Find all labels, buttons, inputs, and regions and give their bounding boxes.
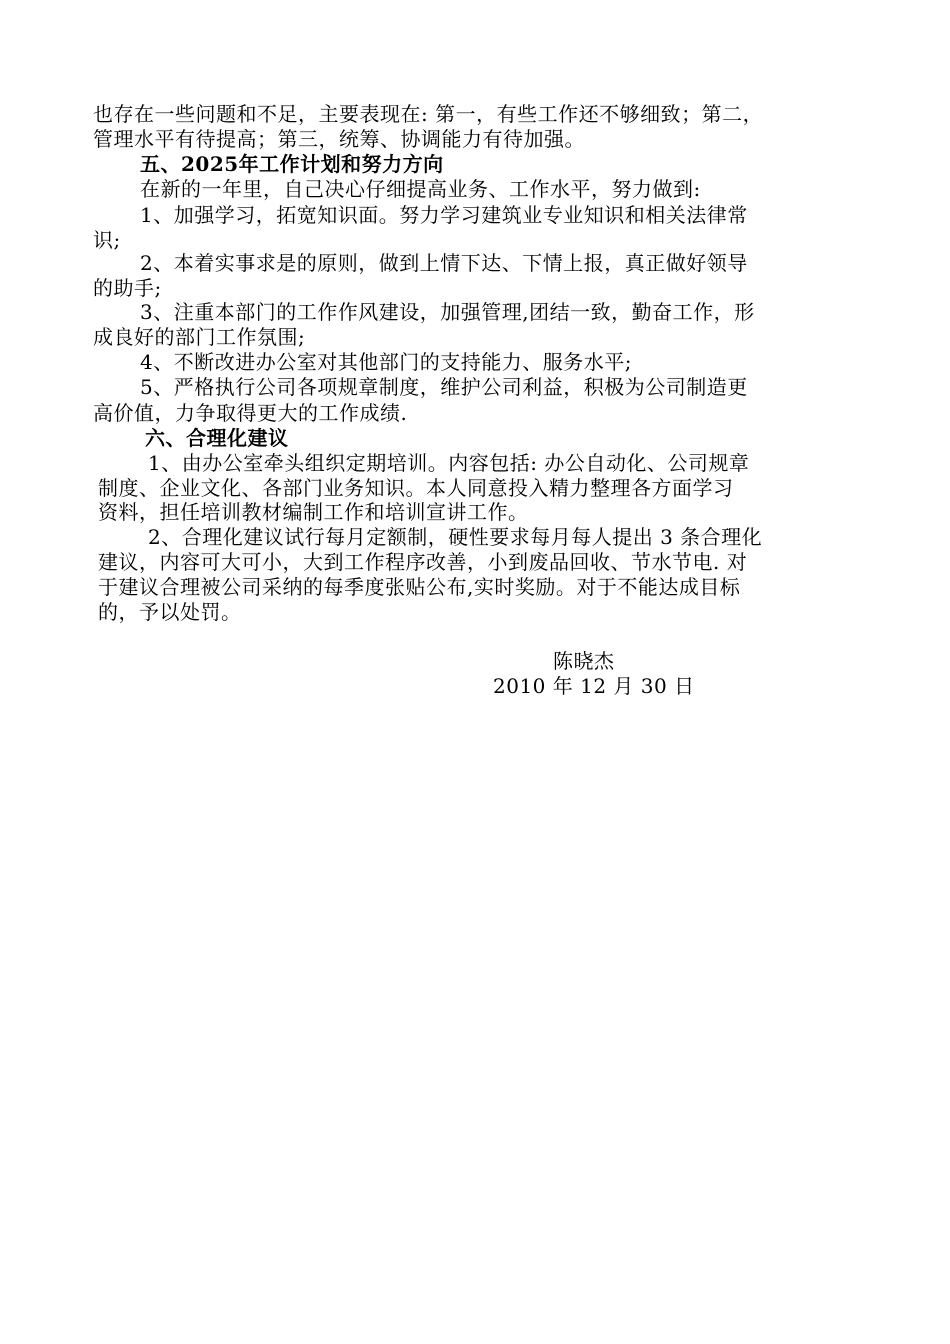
signature-date: 2010 年 12 月 30 日 xyxy=(493,674,695,698)
paragraph-line: 也存在一些问题和不足，主要表现在: 第一，有些工作还不够细致；第二， xyxy=(93,102,764,126)
paragraph-line: 建议，内容可大可小，大到工作程序改善，小到废品回收、节水节电. 对 xyxy=(98,550,748,574)
list-item: 2、本着实事求是的原则，做到上情下达、下情上报，真正做好领导 xyxy=(140,251,748,275)
paragraph-line: 识; xyxy=(93,228,121,252)
paragraph-line: 高价值，力争取得更大的工作成绩. xyxy=(93,401,408,425)
section-heading-six: 六、合理化建议 xyxy=(145,426,289,450)
section-heading-five: 五、2025年工作计划和努力方向 xyxy=(140,152,444,176)
list-item: 4、不断改进办公室对其他部门的支持能力、服务水平; xyxy=(140,350,632,374)
list-item: 2、合理化建议试行每月定额制，硬性要求每月每人提出 3 条合理化 xyxy=(148,525,763,549)
paragraph-line: 的助手; xyxy=(93,276,162,300)
paragraph-line: 制度、企业文化、各部门业务知识。本人同意投入精力整理各方面学习 xyxy=(98,476,734,500)
list-item: 5、严格执行公司各项规章制度，维护公司利益，积极为公司制造更 xyxy=(140,375,748,399)
list-item: 3、注重本部门的工作作风建设，加强管理,团结一致，勤奋工作，形 xyxy=(140,300,755,324)
paragraph-line: 在新的一年里，自己决心仔细提高业务、工作水平，努力做到: xyxy=(140,177,701,201)
paragraph-line: 管理水平有待提高；第三，统筹、协调能力有待加强。 xyxy=(93,127,585,151)
list-item: 1、由办公室牵头组织定期培训。内容包括: 办公自动化、公司规章 xyxy=(148,451,750,475)
paragraph-line: 的，予以处罚。 xyxy=(98,600,242,624)
signature-name: 陈晓杰 xyxy=(553,649,615,673)
paragraph-line: 于建议合理被公司采纳的每季度张贴公布,实时奖励。对于不能达成目标 xyxy=(98,575,741,599)
list-item: 1、加强学习，拓宽知识面。努力学习建筑业专业知识和相关法律常 xyxy=(140,203,748,227)
paragraph-line: 资料，担任培训教材编制工作和培训宣讲工作。 xyxy=(98,500,529,524)
paragraph-line: 成良好的部门工作氛围; xyxy=(93,325,306,349)
